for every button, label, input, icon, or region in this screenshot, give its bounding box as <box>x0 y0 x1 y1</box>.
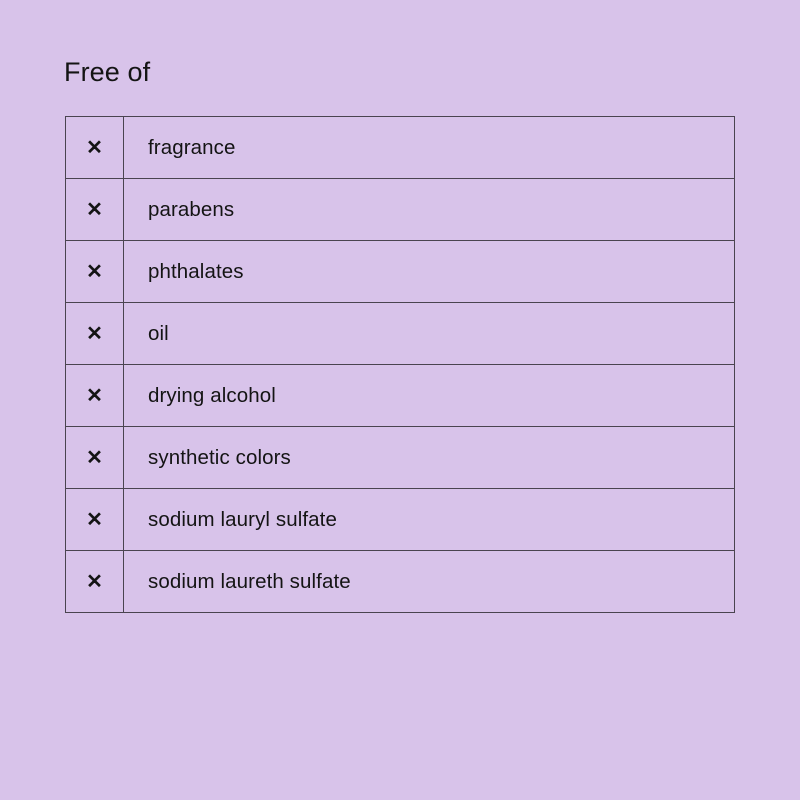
cross-icon: ✕ <box>86 508 103 531</box>
table-cell-label <box>124 117 734 178</box>
cross-icon: ✕ <box>86 384 103 407</box>
ingredient-label: oil <box>148 321 169 345</box>
table-cell-label <box>124 241 734 302</box>
ingredient-label: sodium laureth sulfate <box>148 569 351 593</box>
table-row <box>66 117 734 179</box>
table-cell-mark <box>66 551 124 612</box>
table-cell-label <box>124 427 734 488</box>
ingredient-label: fragrance <box>148 135 236 159</box>
table-cell-mark <box>66 241 124 302</box>
cross-icon: ✕ <box>86 570 103 593</box>
free-of-table <box>65 116 735 613</box>
table-cell-mark <box>66 489 124 550</box>
table-row <box>66 489 734 551</box>
table-cell-mark <box>66 303 124 364</box>
page-title: Free of <box>64 57 151 87</box>
cross-icon: ✕ <box>86 446 103 469</box>
ingredient-label: phthalates <box>148 259 244 283</box>
cross-icon: ✕ <box>86 260 103 283</box>
table-row <box>66 365 734 427</box>
ingredient-label: drying alcohol <box>148 383 276 407</box>
table-row <box>66 427 734 489</box>
table-cell-label <box>124 365 734 426</box>
table-cell-mark <box>66 427 124 488</box>
table-cell-label <box>124 489 734 550</box>
table-cell-label <box>124 179 734 240</box>
table-row <box>66 241 734 303</box>
table-cell-label <box>124 551 734 612</box>
cross-icon: ✕ <box>86 322 103 345</box>
ingredient-label: synthetic colors <box>148 445 291 469</box>
ingredient-label: sodium lauryl sulfate <box>148 507 337 531</box>
table-cell-label <box>124 303 734 364</box>
table-cell-mark <box>66 179 124 240</box>
table-cell-mark <box>66 365 124 426</box>
cross-icon: ✕ <box>86 136 103 159</box>
table-row <box>66 551 734 613</box>
table-cell-mark <box>66 117 124 178</box>
table-row <box>66 303 734 365</box>
ingredient-label: parabens <box>148 197 235 221</box>
table-row <box>66 179 734 241</box>
cross-icon: ✕ <box>86 198 103 221</box>
